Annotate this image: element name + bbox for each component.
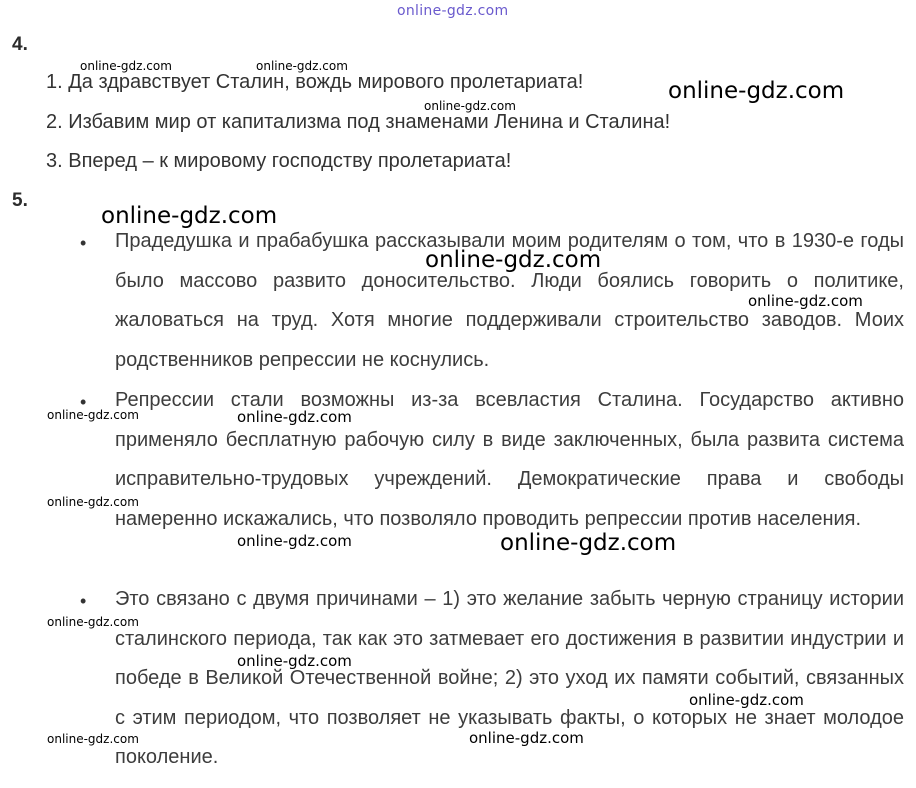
watermark: online-gdz.com <box>689 691 804 709</box>
watermark: online-gdz.com <box>80 59 172 73</box>
watermark: online-gdz.com <box>748 292 863 310</box>
header-watermark: online-gdz.com <box>397 3 509 19</box>
watermark: online-gdz.com <box>256 59 348 73</box>
watermark: online-gdz.com <box>237 408 352 426</box>
watermark: online-gdz.com <box>47 615 139 629</box>
watermark: online-gdz.com <box>47 732 139 746</box>
bullet-1: • <box>80 233 87 253</box>
watermark: online-gdz.com <box>47 408 139 422</box>
bullet-2: • <box>80 392 87 412</box>
paragraph-3: Это связано с двумя причинами – 1) это желание забыть черную страницу истории сталинского периода, так как это затмевает его достижения в развитии индустрии и победе в Великой Отечественной войне; 2) это уход их памяти событий, связанных с этим периодом, что позволяет не указывать факты, о которых не знает молодое поколение. <box>115 588 904 768</box>
watermark: online-gdz.com <box>237 532 352 550</box>
paragraph-1: Прадедушка и прабабушка рассказывали моим родителям о том, что в 1930-е годы было массово развито доносительство. Люди боялись говорить о политике, жаловаться на труд. Хотя многие поддерживали строительство заводов. Моих родственников репрессии не коснулись. <box>115 230 904 371</box>
watermark: online-gdz.com <box>668 78 845 104</box>
watermark: online-gdz.com <box>469 729 584 747</box>
watermark: online-gdz.com <box>425 247 602 273</box>
watermark: online-gdz.com <box>47 495 139 509</box>
slogan-2: 2. Избавим мир от капитализма под знаменами Ленина и Сталина! <box>46 111 671 133</box>
bullet-3: • <box>80 591 87 611</box>
paragraph-2: Репрессии стали возможны из-за всевластия Сталина. Государство активно применяло бесплатную рабочую силу в виде заключенных, была развита система исправительно-трудовых учреждений. Демократические права и свободы намеренно искажались, что позволяло проводить репрессии против населения. <box>115 389 904 530</box>
watermark: online-gdz.com <box>101 203 278 229</box>
section-4-number: 4. <box>12 34 28 55</box>
slogan-1: 1. Да здравствует Сталин, вождь мирового пролетариата! <box>46 71 584 93</box>
watermark: online-gdz.com <box>424 99 516 113</box>
watermark: online-gdz.com <box>237 652 352 670</box>
slogan-3: 3. Вперед – к мировому господству пролетариата! <box>46 150 512 172</box>
watermark: online-gdz.com <box>500 530 677 556</box>
section-5-number: 5. <box>12 190 28 211</box>
